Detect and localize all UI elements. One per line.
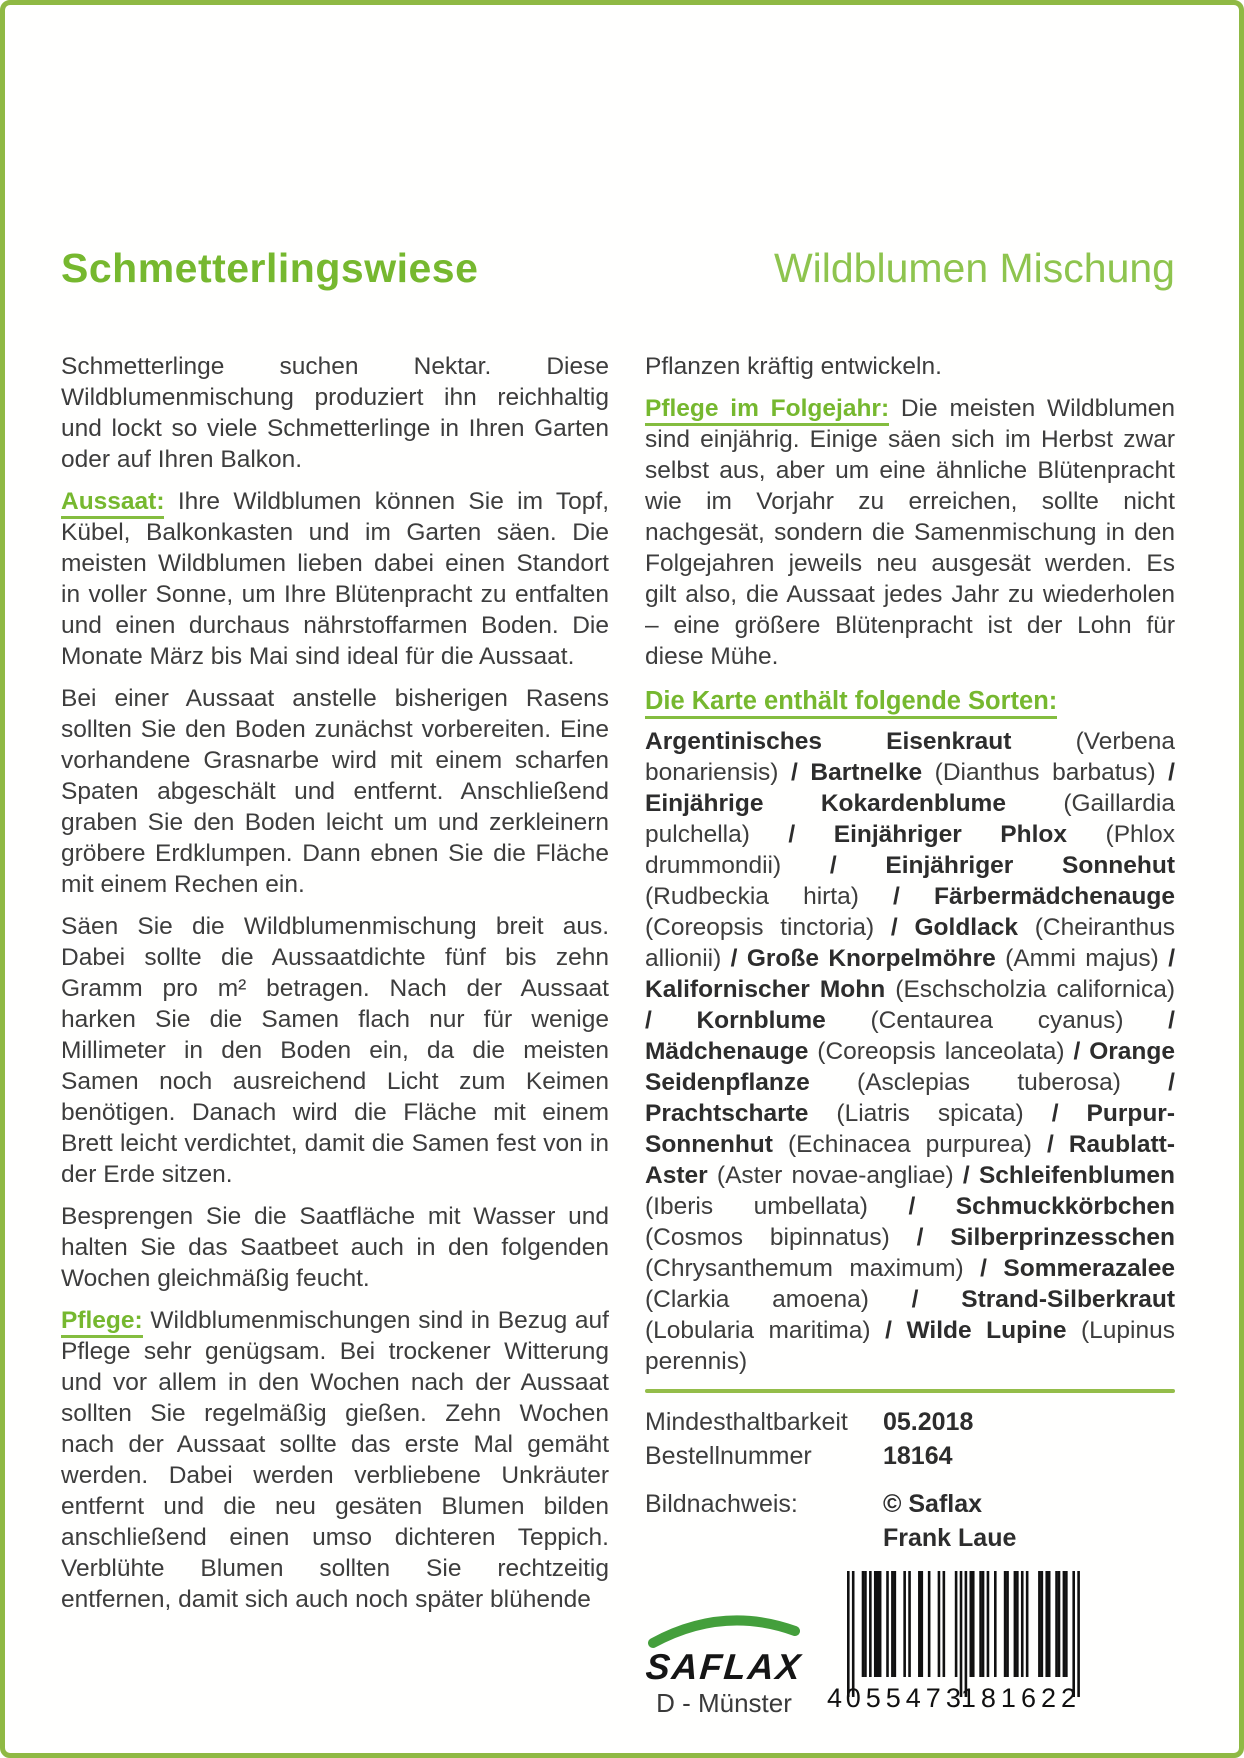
sorte-name: Große Knorpelmöhre	[746, 945, 996, 972]
sorten-heading	[645, 686, 1175, 717]
ean-barcode	[827, 1571, 1082, 1719]
sorte-name: Raublatt-Aster	[645, 1131, 1175, 1189]
brand-name: SAFLAX	[644, 1646, 804, 1687]
bildnachweis-label: Bildnachweis:	[645, 1490, 798, 1518]
paragraph: Pflanzen kräftig entwickeln.	[645, 353, 942, 380]
bildnachweis-photographer: Frank Laue	[883, 1524, 1017, 1552]
paragraph: Aussaat: Ihre Wildblumen können Sie im Topf, Kübel, Balkonkasten und im Garten säen. Die meisten Wildblumen lieben dabei einen Standort in voller Sonne, um Ihre Blütenpracht zu entfalten und einen durchaus nährstoffarmen Boden. Die Monate März bis Mai sind ideal für die Aussaat.	[61, 488, 610, 670]
page-subtitle: Wildblumen Mischung	[773, 245, 1175, 291]
svg-text:4: 4	[827, 1683, 848, 1711]
paragraph: Bei einer Aussaat anstelle bisherigen Rasens sollten Sie den Boden zunächst vorbereiten. Eine vorhandene Grasnarbe wird mit einem scharfen Spaten abgeschält und entfernt. Anschließend graben Sie den Boden leicht um und zerkleinern gröbere Erdklumpen. Dann ebnen Sie die Fläche mit einem Rechen ein.	[61, 685, 609, 898]
sorte-name: Silberprinzesschen	[950, 1224, 1175, 1251]
sorten-heading-text: Die Karte enthält folgende Sorten:	[645, 687, 1057, 719]
sorte-name: Bartnelke	[810, 759, 923, 786]
section-heading: Pflege im Folgejahr:	[645, 395, 889, 426]
sorte-name: Argentinisches Eisenkraut	[645, 728, 1012, 755]
sorte-name: Färbermädchenauge	[934, 883, 1175, 910]
paragraph: Pflege im Folgejahr: Die meisten Wildblumen sind einjährig. Einige säen sich im Herbst zwar selbst aus, aber um eine ähnliche Blütenpracht wie im Vorjahr zu erreichen, sollte nicht nachgesät, sondern die Samenmischung in den Folgejahren jeweils neu ausgesät werden. Es gilt also, die Aussaat jedes Jahr zu wiederholen – eine größere Blütenpracht ist der Lohn für diese Mühe.	[645, 395, 1175, 670]
page-title: Schmetterlingswiese	[61, 245, 479, 291]
paragraph: Säen Sie die Wildblumenmischung breit aus. Dabei sollte die Aussaatdichte fünf bis zehn Gramm pro m² betragen. Nach der Aussaat harken Sie die Samen flach nur für wenige Millimeter in den Boden ein, da die meisten Samen noch ausreichend Licht zum Keimen benötigen. Danach wird die Fläche mit einem Brett leicht verdichtet, damit die Samen fest von in der Erde sitzen.	[61, 913, 609, 1188]
svg-text:055473: 055473	[845, 1683, 966, 1711]
paragraph: Schmetterlinge suchen Nektar. Diese Wildblumenmischung produziert ihn reichhaltig und lockt so viele Schmetterlinge in Ihren Garten oder auf Ihren Balkon.	[61, 353, 609, 473]
sorte-name: Schleifenblumen	[978, 1162, 1175, 1189]
bildnachweis-row	[645, 1487, 1175, 1555]
sorte-name: Kornblume	[696, 1007, 826, 1034]
sorte-name: Einjährige Kokardenblume	[645, 790, 1006, 817]
bildnachweis-credit: © Saflax	[883, 1490, 983, 1518]
brand-location: D - Münster	[656, 1688, 792, 1718]
sorte-name: Strand-Silberkraut	[961, 1286, 1175, 1313]
header	[61, 245, 1175, 292]
sorte-name: Einjähriger Phlox	[833, 821, 1067, 848]
info-row: Mindesthaltbarkeit 05.2018	[645, 1408, 974, 1436]
text-columns	[61, 351, 1175, 1747]
sorte-name: Prachtscharte	[645, 1100, 809, 1127]
paragraph: Pflege: Wildblumenmischungen sind in Bezug auf Pflege sehr genügsam. Bei trockener Witterung und vor allem in den Wochen nach der Aussaat sollten Sie regelmäßig gießen. Zehn Wochen nach der Aussaat sollte das erste Mal gemäht werden. Dabei werden verbliebene Unkräuter entfernt und die neu gesäten Blumen bilden anschließend einen umso dichteren Teppich. Verblühte Blumen sollten Sie rechtzeitig entfernen, damit sich auch noch später blühende	[61, 1307, 609, 1613]
info-rows	[645, 1405, 1175, 1473]
info-row: Bestellnummer 18164	[645, 1442, 953, 1470]
sorte-name: Purpur-Sonnenhut	[645, 1100, 1175, 1158]
right-column	[645, 351, 1175, 1747]
section-heading: Aussaat:	[61, 488, 164, 519]
svg-text:181622: 181622	[960, 1683, 1082, 1711]
divider-rule	[645, 1389, 1175, 1393]
section-heading: Pflege:	[61, 1307, 143, 1338]
right-paragraphs	[645, 351, 1175, 672]
sorten-list: Argentinisches Eisenkraut (Verbena bonariensis) / Bartnelke (Dianthus barbatus) / Einjährige Kokardenblume (Gaillardia pulchella) / Einjähriger Phlox (Phlox drummondii) / Einjähriger Sonnehut (Rudbeckia hirta) / Färbermädchenauge (Coreopsis tinctoria) / Goldlack (Cheiranthus allionii) / Große Knorpelmöhre (Ammi majus) / Kalifornischer Mohn (Eschscholzia californica) / Kornblume (Centaurea cyanus) / Mädchenauge (Coreopsis lanceolata) / Orange Seidenpflanze (Asclepias tuberosa) / Prachtscharte (Liatris spicata) / Purpur-Sonnenhut (Echinacea purpurea) / Raublatt-Aster (Aster novae-angliae) / Schleifenblumen (Iberis umbellata) / Schmuckkörbchen (Cosmos bipinnatus) / Silberprinzesschen (Chrysanthemum maximum) / Sommerazalee (Clarkia amoena) / Strand-Silberkraut (Lobularia maritima) / Wilde Lupine (Lupinus perennis)	[645, 728, 1175, 1375]
footer-row	[645, 1571, 1175, 1719]
sorte-name: Orange Seidenpflanze	[645, 1038, 1175, 1096]
left-column	[61, 351, 609, 1747]
sorte-name: Kalifornischer Mohn	[645, 976, 886, 1003]
paragraph: Besprengen Sie die Saatfläche mit Wasser und halten Sie das Saatbeet auch in den folgenden Wochen gleichmäßig feucht.	[61, 1203, 609, 1292]
info-table	[645, 1405, 1175, 1555]
sorte-name: Schmuckkörbchen	[955, 1193, 1175, 1220]
sorte-name: Wilde Lupine	[906, 1317, 1067, 1344]
sorte-name: Sommerazalee	[1003, 1255, 1175, 1282]
bildnachweis-value	[883, 1487, 1016, 1555]
brand-arc-icon	[645, 1603, 803, 1649]
sorte-name: Mädchenauge	[645, 1038, 809, 1065]
sorte-name: Goldlack	[914, 914, 1018, 941]
sorte-name: Einjähriger Sonnehut	[885, 852, 1175, 879]
saflax-logo	[645, 1603, 803, 1719]
